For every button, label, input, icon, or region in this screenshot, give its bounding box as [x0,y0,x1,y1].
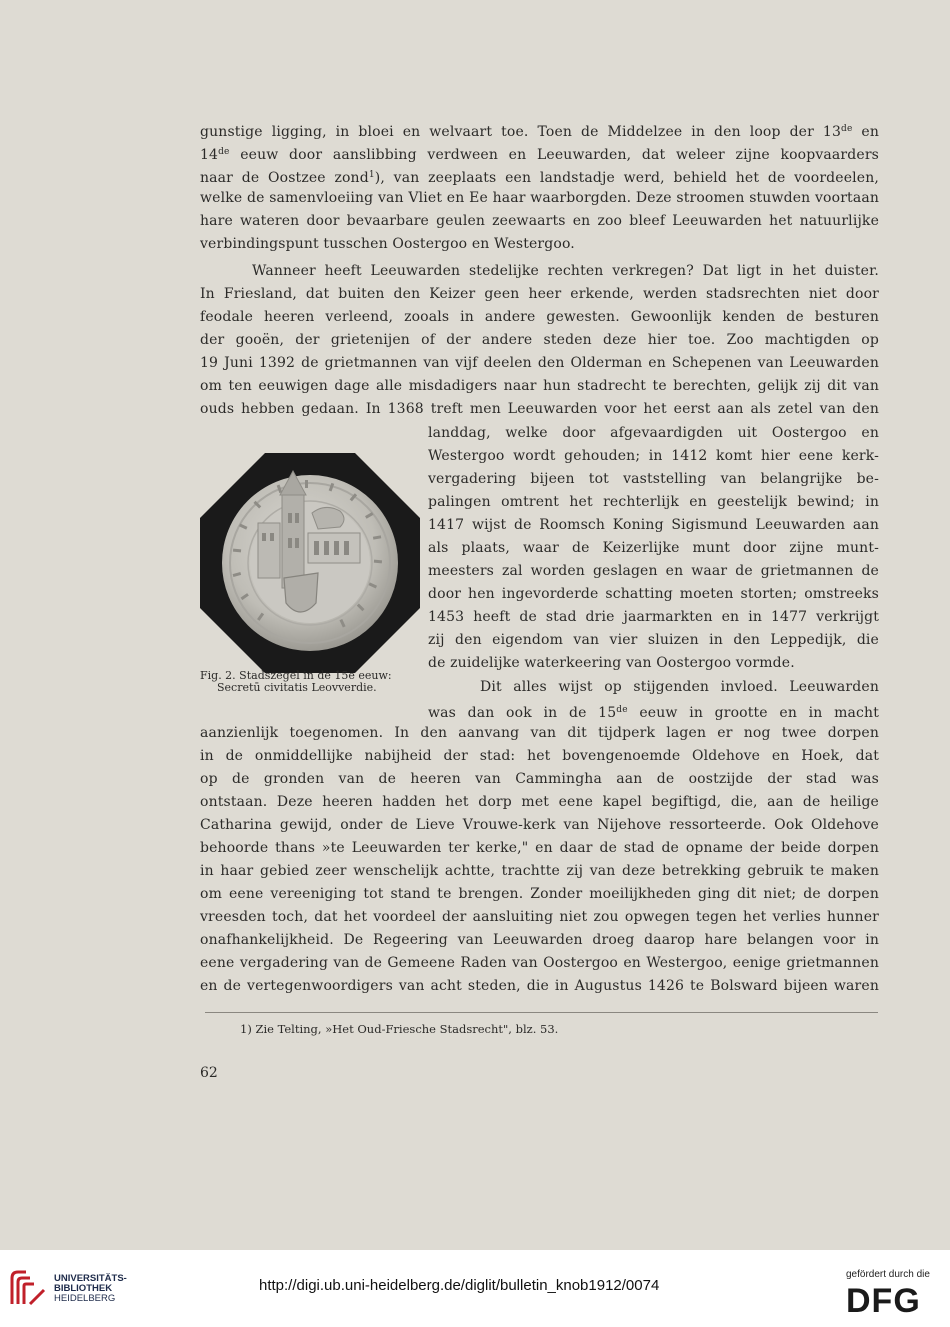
text-line: eene vergadering van de Gemeene Raden van Oostergoo en Westergoo, eenige grietmannen [200,955,879,971]
library-name-line: UNIVERSITÄTS- [54,1273,127,1284]
text-line: om ten eeuwigen dage alle misdadigers naar hun stadrecht te berechten, gelijk zij dit van [200,378,879,394]
text-line: 1453 heeft de stad drie jaarmarkten en in 1477 verkrijgt [428,609,879,625]
text-line: door hen ingevorderde schatting moeten storten; omstreeks [428,586,879,602]
footer-bar [0,1250,950,1327]
figure-caption [200,670,430,694]
library-name-line: HEIDELBERG [54,1293,116,1304]
footnote-ref: 1 [368,170,375,180]
text-line: Catharina gewijd, onder de Lieve Vrouwe-kerk van Nijehove ressorteerde. Ook Oldehove [200,817,879,833]
text-line: In Friesland, dat buiten den Keizer geen heer erkende, werden stadsrechten niet door [200,286,879,302]
page-number: 62 [200,1065,218,1081]
text-line: op de gronden van de heeren van Cammingha aan de oostzijde der stad was [200,771,879,787]
text-line: hare wateren door bevaarbare geulen zeewaarts en zoo bleef Leeuwarden het natuurlijke [200,213,879,229]
text-line: feodale heeren verleend, zooals in andere gewesten. Gewoonlijk kenden de besturen [200,309,879,325]
text-line: onafhankelijkheid. De Regeering van Leeuwarden droeg daarop hare belangen voor in [200,932,879,948]
text-line: zij den eigendom van vier sluizen in den Leppedijk, die [428,632,879,648]
library-name-line: BIBLIOTHEK [54,1283,113,1294]
university-library-name [54,1274,127,1304]
caption-line: Fig. 2. Stadszegel in de 15e eeuw: [200,669,392,682]
caption-line: Secretū civitatis Leovverdie. [217,681,377,694]
text-line: landdag, welke door afgevaardigden uit Oostergoo en [428,425,879,441]
text-line: om eene vereeniging tot stand te brengen. Zonder moeilijkheden ging dit niet; de dorpen [200,886,879,902]
text-line: ontstaan. Deze heeren hadden het dorp met eene kapel begiftigd, die, aan de heilige [200,794,879,810]
funded-by-label: gefördert durch die [846,1269,930,1280]
text-line: vergadering bijeen tot vaststelling van belangrijke be- [428,471,879,487]
svg-text:DFG: DFG [846,1283,921,1315]
permalink-url[interactable]: http://digi.ub.uni-heidelberg.de/diglit/bulletin_knob1912/0074 [259,1277,660,1294]
text-line: en de vertegenwoordigers van acht steden, die in Augustus 1426 te Bolsward bijeen waren [200,978,879,994]
text-line: 14de eeuw door aanslibbing verdween en Leeuwarden, dat weleer zijne koopvaarders [200,147,879,163]
text-line: Wanneer heeft Leeuwarden stedelijke rechten verkregen? Dat ligt in het duister. [252,263,879,279]
text-line: aanzienlijk toegenomen. In den aanvang van dit tijdperk lagen er nog twee dorpen [200,725,879,741]
university-library-logo-icon[interactable] [8,1268,48,1308]
text-line: de zuidelijke waterkeering van Oostergoo vormde. [428,655,795,671]
text-line: als plaats, waar de Keizerlijke munt door zijne munt- [428,540,879,556]
dfg-logo-icon[interactable] [846,1283,938,1320]
text-line: meesters zal worden geslagen en waar de grietmannen de [428,563,879,579]
text-line: verbindingspunt tusschen Oostergoo en Westergoo. [200,236,575,252]
text-line: der gooën, der grietenijen of der andere steden deze hier toe. Zoo machtigden op [200,332,879,348]
footnote: 1) Zie Telting, »Het Oud-Friesche Stadsrecht", blz. 53. [240,1022,559,1036]
text-line: in de onmiddellijke nabijheid der stad: het bovengenoemde Oldehove en Hoek, dat [200,748,879,764]
text-line: palingen omtrent het rechterlijk en geestelijk bewind; in [428,494,879,510]
footnote-divider [205,1012,878,1013]
text-line: welke de samenvloeiing van Vliet en Ee haar waarborgden. Deze stroomen stuwden voortaan [200,190,879,206]
text-line: 1417 wijst de Roomsch Koning Sigismund Leeuwarden aan [428,517,879,533]
text-line: 19 Juni 1392 de grietmannen van vijf deelen den Olderman en Schepenen van Leeuwarden [200,355,879,371]
text-line: behoorde thans »te Leeuwarden ter kerke," en daar de stad de opname der beide dorpen [200,840,879,856]
city-seal-image [200,453,420,673]
text-line: naar de Oostzee zond$^1$), van zeeplaats een landstadje werd, behield het de voordeelen, [200,170,879,186]
text-line: was dan ook in de 15de eeuw in grootte en in macht [428,705,879,721]
text-line: Westergoo wordt gehouden; in 1412 komt hier eene kerk- [428,448,879,464]
text-line: vreesden toch, dat het voordeel der aansluiting niet zou opwegen tegen het verlies hunner [200,909,879,925]
text-line: in haar gebied zeer wenschelijk achtte, trachtte zij van deze betrekking gebruik te maken [200,863,879,879]
text-line: gunstige ligging, in bloei en welvaart toe. Toen de Middelzee in den loop der 13de en [200,124,879,140]
text-line: Dit alles wijst op stijgenden invloed. Leeuwarden [480,679,879,695]
text-line: ouds hebben gedaan. In 1368 treft men Leeuwarden voor het eerst aan als zetel van den [200,401,879,417]
